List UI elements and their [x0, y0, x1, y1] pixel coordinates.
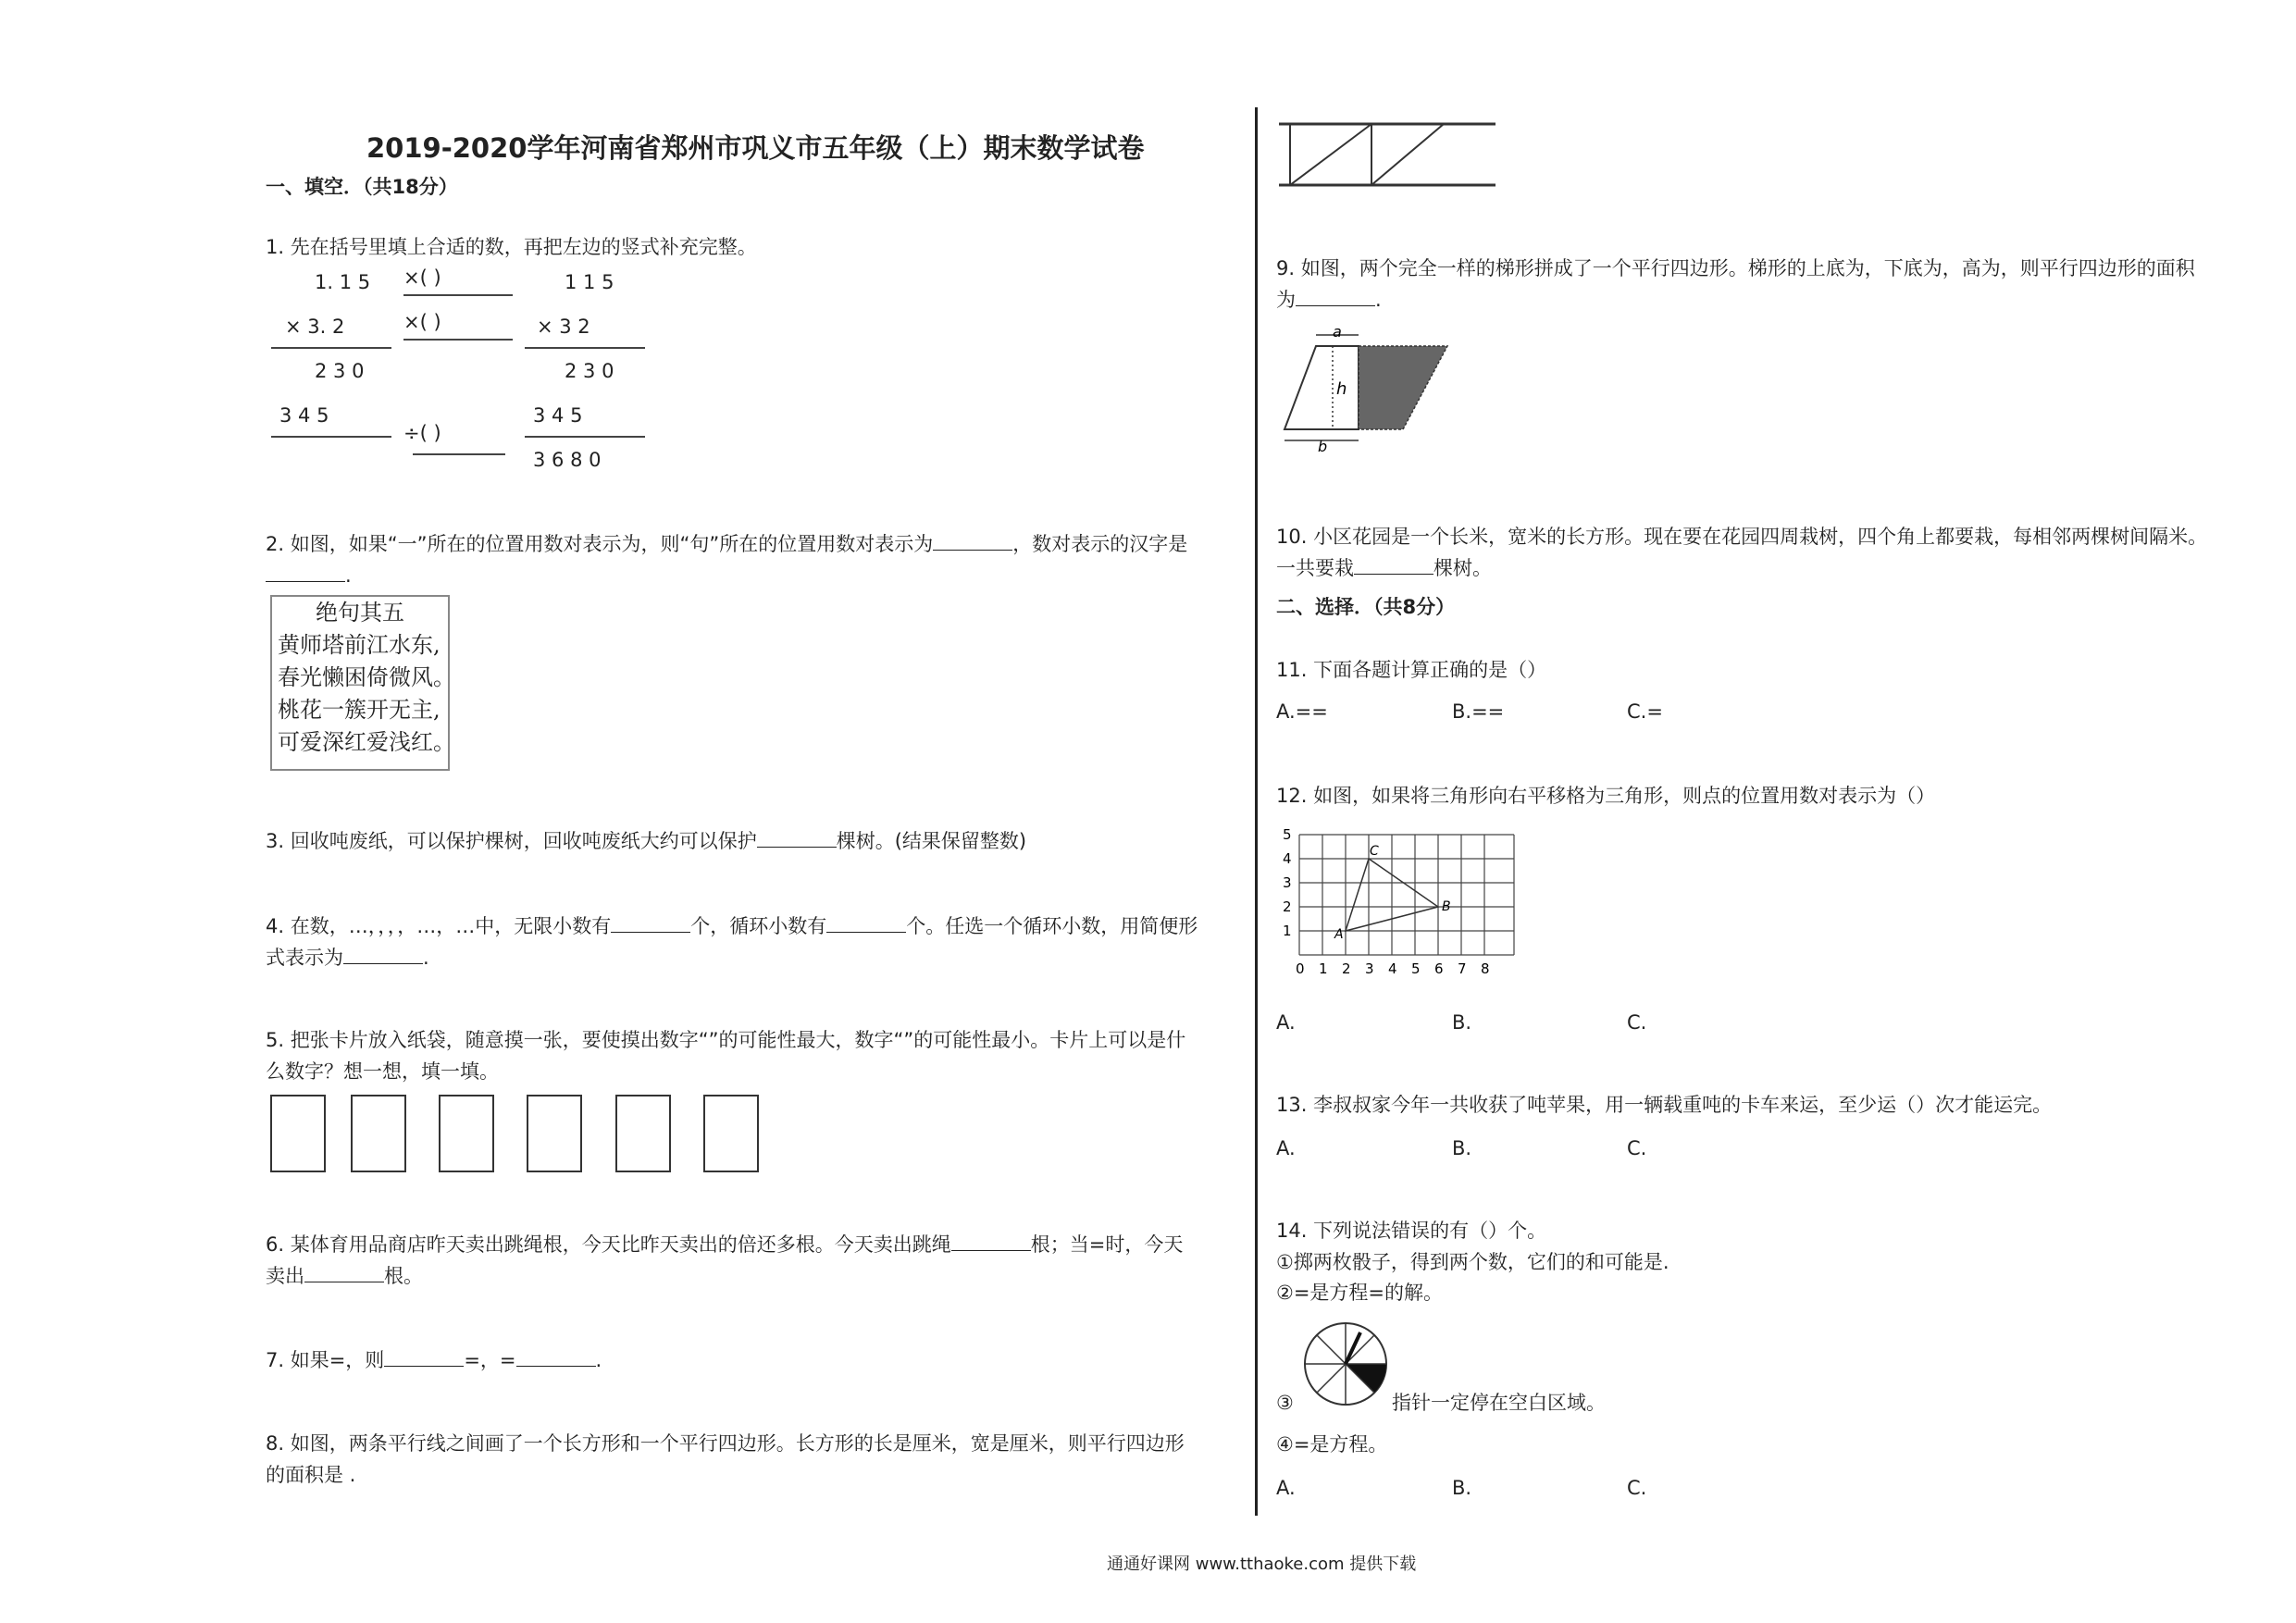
- question-10-line-2: 一共要栽 棵树。: [1276, 557, 1492, 579]
- x-tick: 1: [1319, 960, 1328, 977]
- card-box[interactable]: [527, 1095, 582, 1172]
- page-title: 2019-2020学年河南省郑州市巩义市五年级（上）期末数学试卷: [366, 132, 1145, 164]
- option-b[interactable]: B.: [1452, 1137, 1472, 1159]
- section-choice-heading: 二、选择．（共8分）: [1276, 596, 1456, 618]
- x-axis-ticks: [1296, 960, 1490, 977]
- q1-mid-op-1: ×( ): [403, 266, 441, 289]
- q1-right-r1: 2 3 0: [565, 360, 614, 382]
- spinner-wheel-icon: [1301, 1319, 1390, 1408]
- option-a[interactable]: A.: [1276, 1011, 1296, 1034]
- q1-left-r1: 2 3 0: [315, 360, 365, 382]
- answer-blank[interactable]: [1296, 287, 1375, 306]
- answer-blank[interactable]: [951, 1232, 1031, 1251]
- question-1-text: 1. 先在括号里填上合适的数，再把左边的竖式补充完整。: [266, 236, 757, 258]
- y-tick: 3: [1283, 874, 1292, 891]
- statement-3-number: ③: [1276, 1392, 1294, 1414]
- option-a[interactable]: A.: [1276, 1137, 1296, 1159]
- question-4-line-2: 式表示为 .: [266, 947, 429, 969]
- q1-left-mul: × 3. 2: [285, 316, 345, 338]
- answer-blank[interactable]: [343, 945, 423, 964]
- question-4-text: 4. 在数，…，，，，…，…中，无限小数有 个，循环小数有 个。任选一个循环小数，用简便形: [266, 915, 1198, 937]
- poem-line: 黄师塔前江水东,: [278, 632, 441, 658]
- y-axis-ticks: [1283, 826, 1292, 939]
- x-tick: 4: [1388, 960, 1397, 977]
- question-2-text: 2. 如图，如果“一”所在的位置用数对表示为，则“句”所在的位置用数对表示为 ，数对表示的汉字是: [266, 533, 1188, 555]
- card-box[interactable]: [351, 1095, 406, 1172]
- q1-right-r3: 3 6 8 0: [533, 449, 602, 471]
- question-2-line-2: .: [266, 561, 352, 591]
- x-tick: 2: [1342, 960, 1351, 977]
- question-8-line-2: 的面积是 .: [266, 1464, 356, 1486]
- x-tick: 3: [1365, 960, 1374, 977]
- question-10-text: 10. 小区花园是一个长米，宽米的长方形。现在要在花园四周栽树，四个角上都要栽，每相邻两棵树间隔米。: [1276, 526, 2208, 548]
- option-b[interactable]: B.==: [1452, 700, 1505, 723]
- option-c[interactable]: C.: [1627, 1011, 1647, 1034]
- q8-parallel-lines-figure: [1277, 120, 1499, 191]
- y-tick: 5: [1283, 826, 1292, 843]
- question-14-text: 14. 下列说法错误的有（）个。: [1276, 1220, 1547, 1242]
- question-8-text: 8. 如图，两条平行线之间画了一个长方形和一个平行四边形。长方形的长是厘米，宽是厘米，则平行四边形: [266, 1432, 1185, 1455]
- point-a-label: A: [1334, 927, 1344, 942]
- question-3-text: 3. 回收吨废纸，可以保护棵树，回收吨废纸大约可以保护 棵树。(结果保留整数): [266, 830, 1027, 852]
- q1-mid-op-2: ×( ): [403, 311, 441, 333]
- option-c[interactable]: C.: [1627, 1137, 1647, 1159]
- point-c-label: C: [1370, 844, 1379, 859]
- q2-poem-box: [270, 595, 455, 771]
- answer-blank[interactable]: [826, 913, 906, 933]
- y-tick: 2: [1283, 898, 1292, 915]
- option-b[interactable]: B.: [1452, 1477, 1472, 1499]
- statement-4: ④=是方程。: [1276, 1433, 1388, 1456]
- q1-right-line-1: [525, 347, 645, 349]
- answer-blank[interactable]: [933, 531, 1012, 551]
- arrow-right-icon: [403, 294, 513, 296]
- q1-right-r2: 3 4 5: [533, 404, 583, 427]
- column-divider: [1255, 107, 1258, 1516]
- label-h: h: [1336, 379, 1347, 399]
- poem-line: 桃花一簇开无主,: [278, 697, 441, 723]
- q1-left-line-1: [271, 347, 391, 349]
- option-b[interactable]: B.: [1452, 1011, 1472, 1034]
- point-b-label: B: [1442, 899, 1451, 914]
- x-tick: 0: [1296, 960, 1305, 977]
- section-fill-heading: 一、填空．（共18分）: [266, 176, 458, 198]
- option-c[interactable]: C.: [1627, 1477, 1647, 1499]
- y-tick: 1: [1283, 923, 1292, 939]
- answer-blank[interactable]: [757, 828, 837, 848]
- label-b: b: [1318, 438, 1328, 455]
- question-11-text: 11. 下面各题计算正确的是（）: [1276, 659, 1547, 681]
- y-tick: 4: [1283, 850, 1292, 867]
- statement-3: 指针一定停在空白区域。: [1392, 1392, 1606, 1414]
- answer-blank[interactable]: [611, 913, 690, 933]
- parallelogram-edge: [1290, 124, 1371, 185]
- answer-blank[interactable]: [384, 1347, 464, 1367]
- x-tick: 7: [1458, 960, 1467, 977]
- trapezoid-shaded: [1359, 346, 1447, 429]
- question-13-text: 13. 李叔叔家今年一共收获了吨苹果，用一辆载重吨的卡车来运，至少运（）次才能运完。: [1276, 1094, 2053, 1116]
- statement-2: ②=是方程=的解。: [1276, 1282, 1444, 1304]
- card-box[interactable]: [615, 1095, 671, 1172]
- option-c[interactable]: C.=: [1627, 700, 1663, 723]
- q9-trapezoid-figure: [1277, 326, 1453, 455]
- q1-left-r2: 3 4 5: [279, 404, 329, 427]
- question-7-text: 7. 如果=，则 =，= .: [266, 1349, 602, 1371]
- statement-1: ①掷两枚骰子，得到两个数，它们的和可能是.: [1276, 1251, 1669, 1273]
- question-6-text: 6. 某体育用品商店昨天卖出跳绳根，今天比昨天卖出的倍还多根。今天卖出跳绳 根；当=时，今天: [266, 1233, 1184, 1256]
- option-a[interactable]: A.: [1276, 1477, 1296, 1499]
- q1-right-top: 1 1 5: [565, 271, 614, 293]
- q1-mid-op-3: ÷( ): [403, 422, 441, 444]
- arrow-left-icon: [413, 453, 505, 455]
- question-6-line-2: 卖出 根。: [266, 1265, 423, 1287]
- q1-left-line-2: [271, 436, 391, 438]
- question-12-text: 12. 如图，如果将三角形向右平移格为三角形，则点的位置用数对表示为（）: [1276, 785, 1936, 807]
- answer-blank[interactable]: [1354, 555, 1433, 575]
- q1-left-top: 1. 1 5: [315, 271, 371, 293]
- q1-right-line-2: [525, 436, 645, 438]
- x-tick: 5: [1411, 960, 1421, 977]
- poem-line: 可爱深红爱浅红。: [278, 729, 455, 755]
- q1-right-mul: × 3 2: [537, 316, 590, 338]
- card-box[interactable]: [439, 1095, 494, 1172]
- option-a[interactable]: A.==: [1276, 700, 1328, 723]
- question-5-line-2: 么数字？想一想，填一填。: [266, 1060, 499, 1083]
- trapezoid-white: [1285, 346, 1359, 429]
- answer-blank[interactable]: [516, 1347, 596, 1367]
- question-5-text: 5. 把张卡片放入纸袋，随意摸一张，要使摸出数字“”的可能性最大，数字“”的可能性最小。卡片上可以是什: [266, 1029, 1186, 1051]
- answer-blank[interactable]: [266, 563, 345, 582]
- x-tick: 6: [1434, 960, 1444, 977]
- poem-line: 春光懒困倚微风。: [278, 664, 455, 690]
- poem-line: 绝句其五: [316, 600, 404, 626]
- answer-blank[interactable]: [304, 1263, 384, 1282]
- card-box[interactable]: [703, 1095, 759, 1172]
- card-box[interactable]: [270, 1095, 326, 1172]
- x-tick: 8: [1481, 960, 1490, 977]
- q12-grid-figure: [1277, 822, 1520, 985]
- grid-lines: [1299, 835, 1514, 955]
- parallelogram-edge: [1371, 124, 1444, 185]
- question-9-line-2: 为 .: [1276, 289, 1382, 311]
- label-a: a: [1333, 326, 1342, 341]
- question-9-text: 9. 如图，两个完全一样的梯形拼成了一个平行四边形。梯形的上底为，下底为，高为，则平行四边形的面积: [1276, 257, 2195, 279]
- page-footer: 通通好课网 www.tthaoke.com 提供下载: [1107, 1555, 1417, 1574]
- arrow-right-icon: [403, 339, 513, 341]
